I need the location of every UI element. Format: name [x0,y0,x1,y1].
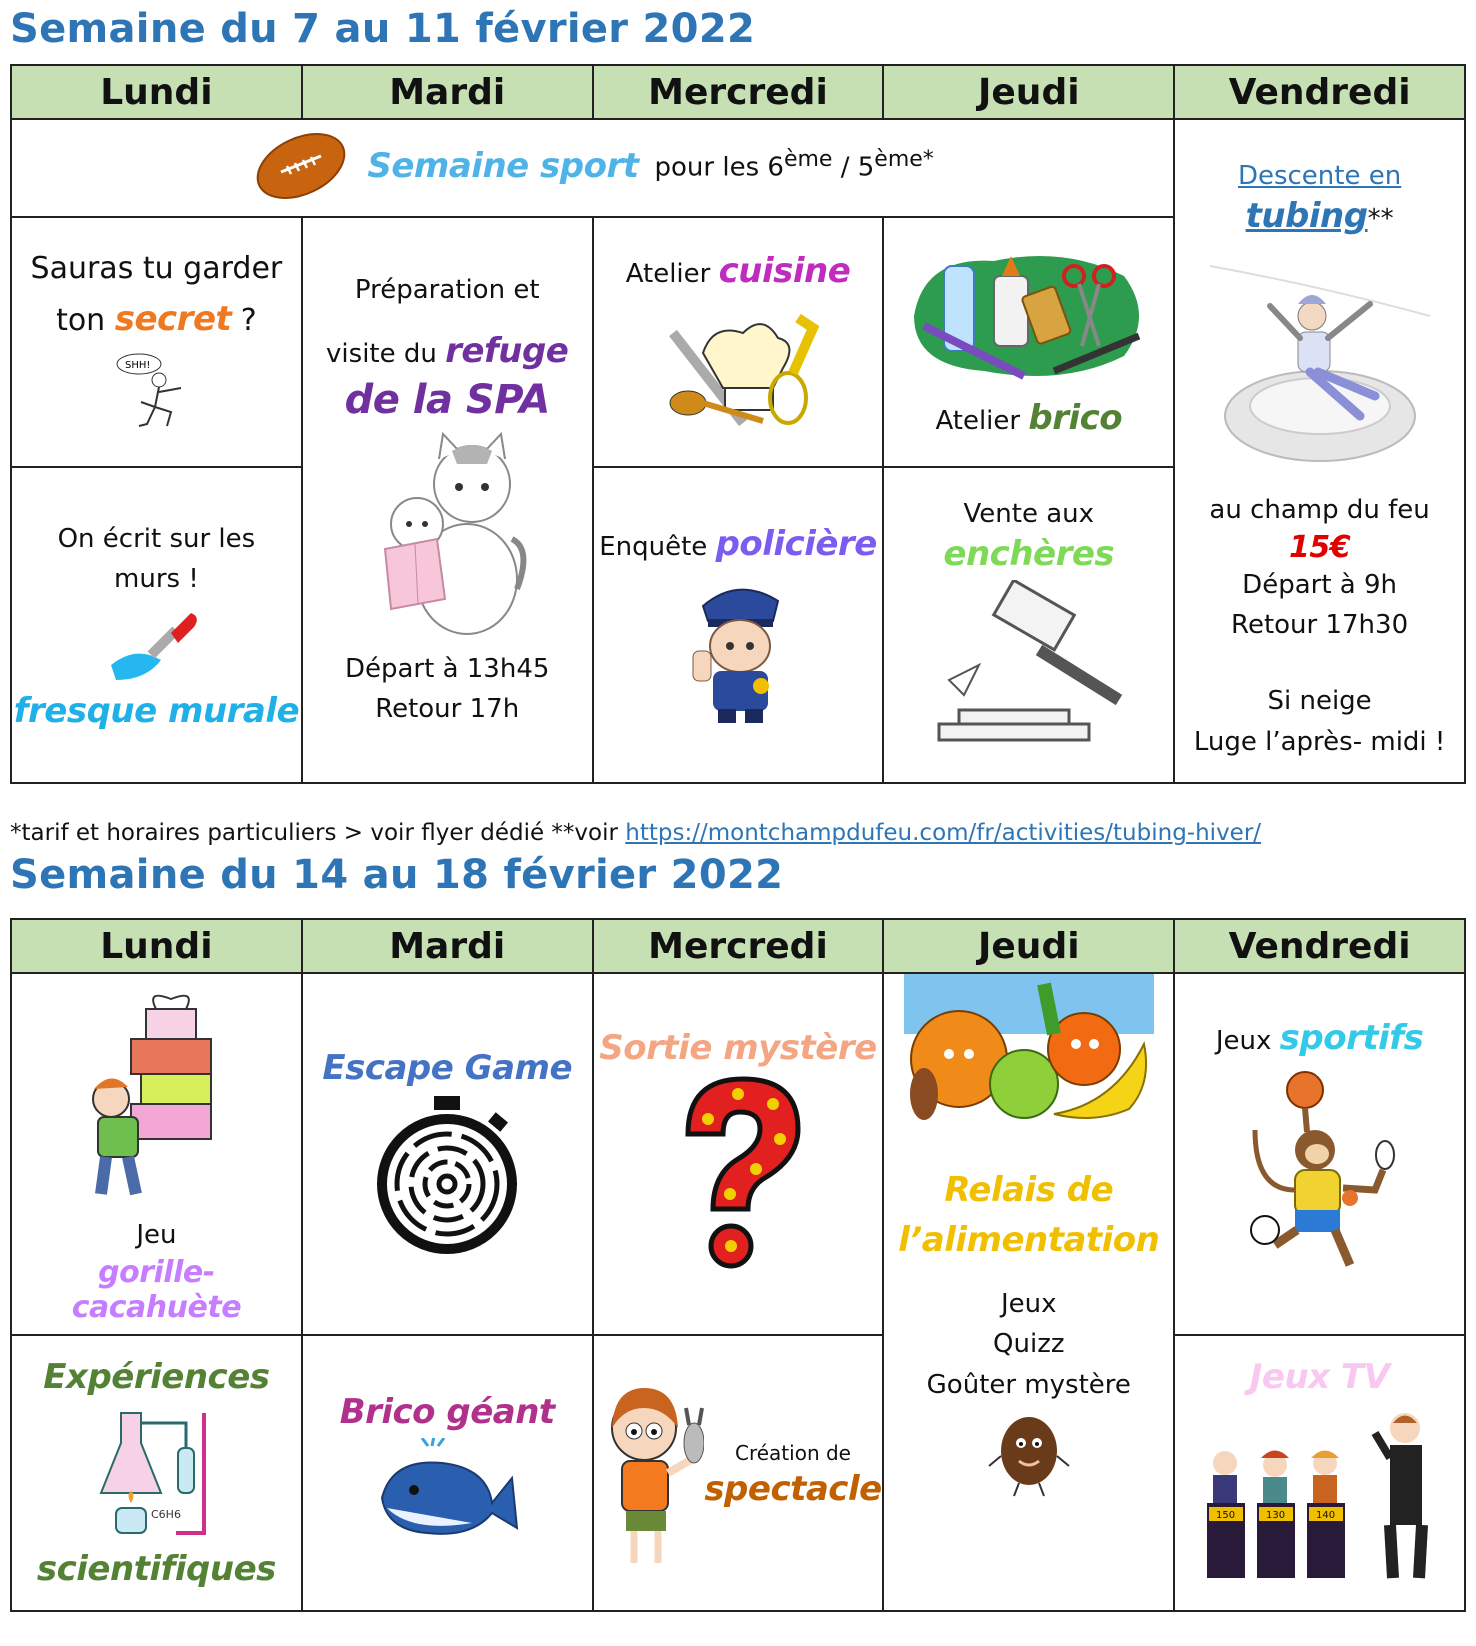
alimentation-spacer2 [884,1260,1173,1284]
week2-day-mercredi: Mercredi [593,919,884,973]
tubing-spacer [1175,645,1464,681]
secret-pre: ton [56,302,115,338]
week1-table [10,64,1466,784]
tubing-link[interactable]: Descente en [1237,161,1402,191]
week1-day-vendredi: Vendredi [1174,65,1465,119]
jeuxtv-accent: Jeux TV [1249,1357,1390,1397]
footnote-text: *tarif et horaires particuliers > voir flyer dédié **voir [10,820,626,846]
experiences-accent1: Expériences [43,1357,270,1397]
tubing-accent: tubing [1245,196,1368,237]
tubing-location: au champ du feu [1209,494,1430,525]
shh-figure-icon [111,352,201,432]
brico-line [884,392,1173,445]
tubing-snow2: Luge l’après- midi ! [1193,726,1446,757]
sport-banner-text [655,143,934,188]
encheres-accent: enchères [943,534,1115,575]
maze-stopwatch-icon [372,1094,522,1254]
rugby-ball-icon [251,126,351,206]
cuisine-accent: cuisine [718,250,851,291]
cooking-utensils-icon [653,303,823,433]
tubing-url-link[interactable]: https://montchampdufeu.com/fr/activities/tubing-hiver/ [625,820,1262,846]
secret-accent: secret [114,298,232,339]
brico-geant-accent: Brico géant [339,1392,555,1432]
mercredi-policiere-cell [593,467,884,783]
fruits-vegetables-icon [904,974,1154,1124]
vendredi-sportifs-cell [1174,973,1465,1335]
week1-day-lundi: Lundi [11,65,302,119]
lab-equipment-icon [96,1403,216,1543]
secret-line1: Sauras tu garder [30,251,283,287]
week2-title: Semaine du 14 au 18 février 2022 [10,852,784,898]
sport-banner-level1: pour les 6 [654,152,784,183]
vendredi-tubing-cell [1174,119,1465,783]
question-mark-icon [668,1074,808,1274]
fresque-line1: On écrit sur les [57,523,256,554]
jeudi-brico-cell [883,217,1174,467]
boy-with-gifts-icon [76,989,236,1209]
police-officer-icon [683,576,793,726]
sportifs-pre: Jeux [1215,1025,1280,1056]
week2-day-jeudi: Jeudi [883,919,1174,973]
spa-line2 [303,325,592,378]
alimentation-l3: Goûter mystère [926,1369,1131,1400]
mystere-accent: Sortie mystère [599,1028,877,1068]
spa-line1: Préparation et [354,275,540,306]
fresque-line2: murs ! [114,564,199,594]
lundi-secret-cell [11,217,302,467]
week2-day-mardi: Mardi [302,919,593,973]
secret-line2 [12,293,301,346]
week2-day-lundi: Lundi [11,919,302,973]
alimentation-l2: Quizz [993,1329,1065,1360]
sport-banner-sup1: ème [783,147,833,173]
score-1: 150 [1215,1510,1235,1521]
tubing-price: 15€ [1289,529,1351,565]
gorille-line1: Jeu [136,1219,177,1250]
cuisine-pre: Atelier [625,258,719,289]
brico-pre: Atelier [935,405,1029,436]
jeudi-encheres-cell [883,467,1174,783]
mercredi-spectacle-cell [593,1335,884,1611]
footnote [10,820,1261,846]
gorille-accent: gorille- cacahuète [71,1255,242,1326]
policiere-accent: policière [715,523,877,564]
vendredi-jeuxtv-cell [1174,1335,1465,1611]
week1-day-jeudi: Jeudi [883,65,1174,119]
sport-banner-level2: / 5 [832,152,875,183]
sport-banner-accent: Semaine sport [367,145,639,186]
mercredi-cuisine-cell [593,217,884,467]
escape-accent: Escape Game [322,1048,573,1088]
paintbrush-icon [106,605,206,685]
encheres-line1: Vente aux [963,498,1095,529]
sport-banner [11,119,1174,217]
secret-post: ? [231,302,257,338]
monkey-sports-icon [1235,1070,1405,1290]
week1-title: Semaine du 7 au 11 février 2022 [10,6,756,52]
score-2: 130 [1265,1510,1285,1521]
sport-banner-sup2: ème* [874,147,934,173]
spectacle-text [704,1438,881,1509]
whale-icon [372,1438,522,1548]
tubing-depart: Départ à 9h [1242,569,1397,600]
sportifs-accent: sportifs [1279,1017,1424,1058]
spectacle-accent: spectacle [704,1468,882,1509]
brico-accent: brico [1028,397,1123,438]
score-3: 140 [1315,1510,1335,1521]
benzene-formula: C6H6 [151,1508,182,1521]
craft-supplies-icon [904,246,1154,386]
potato-mascot-icon [984,1411,1074,1501]
jeudi-alimentation-cell [883,973,1174,1611]
week1-day-mercredi: Mercredi [593,65,884,119]
sportifs-line [1175,1012,1464,1065]
girl-with-puppet-icon [594,1373,704,1573]
week2-day-vendredi: Vendredi [1174,919,1465,973]
tubing-retour: Retour 17h30 [1231,610,1409,641]
alimentation-spacer [884,1130,1173,1170]
lundi-fresque-cell [11,467,302,783]
mardi-brico-geant-cell [302,1335,593,1611]
spectacle-line1: Création de [735,1440,851,1465]
reading-cats-icon [367,429,527,639]
spa-accent1: refuge [445,330,569,371]
policiere-line [594,518,883,571]
spa-accent2: de la SPA [344,377,550,424]
shh-bubble-text: SHH! [125,359,151,371]
auction-gavel-icon [929,580,1129,750]
fresque-accent: fresque murale [13,691,300,732]
spa-depart: Départ à 13h45 [344,654,550,685]
mardi-spa-cell [302,217,593,783]
cuisine-line [594,245,883,298]
lundi-experiences-cell [11,1335,302,1611]
alimentation-accent2: l’alimentation [898,1220,1160,1260]
week1-day-mardi: Mardi [302,65,593,119]
tv-game-show-icon [1195,1403,1445,1583]
mardi-escape-cell [302,973,593,1335]
spa-retour: Retour 17h [375,694,520,725]
spa-pre: visite du [326,338,446,369]
tubing-stars: ** [1367,204,1394,235]
week2-table [10,918,1466,1612]
lundi-gorille-cell [11,973,302,1335]
experiences-accent2: scientifiques [36,1549,276,1589]
alimentation-l1: Jeux [1001,1289,1057,1319]
mercredi-mystere-cell [593,973,884,1335]
tubing-snow1: Si neige [1267,686,1372,717]
alimentation-accent1: Relais de [944,1170,1114,1210]
policiere-pre: Enquête [599,531,716,562]
tubing-person-icon [1200,246,1440,476]
